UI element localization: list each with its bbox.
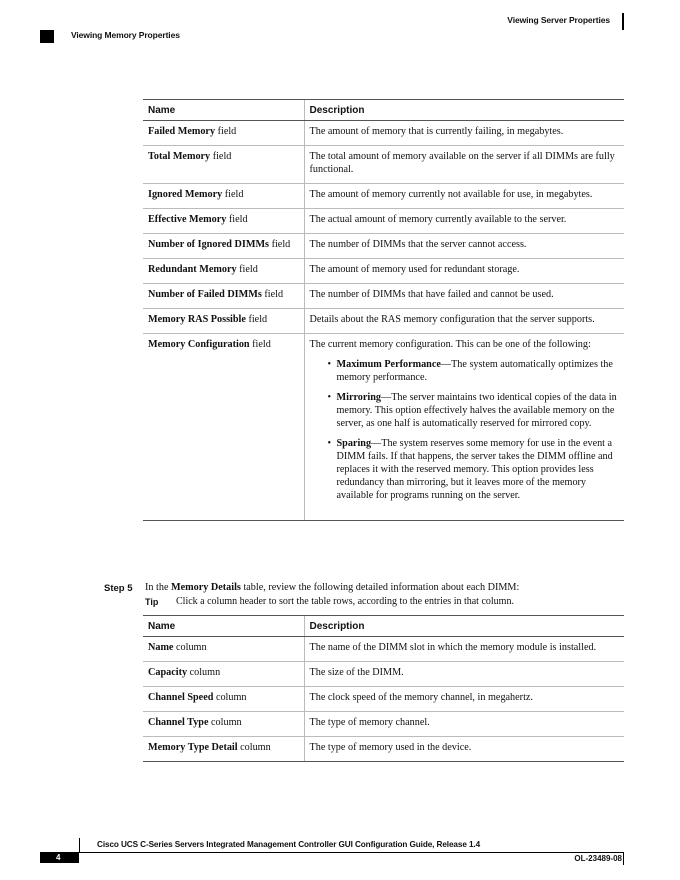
column-header-description: Description (304, 100, 624, 121)
field-name-cell (143, 209, 304, 234)
memory-details-table (143, 615, 624, 762)
table-row (143, 334, 624, 521)
field-name-cell (143, 234, 304, 259)
table-row (143, 637, 624, 662)
field-name: Memory RAS Possible (148, 314, 246, 325)
column-description: The clock speed of the memory channel, in megahertz. (304, 687, 624, 712)
column-name: Memory Type Detail (148, 742, 238, 753)
field-name-cell (143, 284, 304, 309)
column-name-cell (143, 662, 304, 687)
field-suffix: field (210, 151, 232, 162)
bullet-term: Sparing (336, 438, 372, 449)
field-suffix: field (215, 126, 237, 137)
footer-rule (79, 838, 80, 852)
column-name-cell (143, 637, 304, 662)
tip-label: Tip (145, 597, 159, 607)
field-name: Number of Failed DIMMs (148, 289, 262, 300)
field-description: The number of DIMMs that the server cannot access. (304, 234, 624, 259)
header-rule (622, 13, 624, 30)
step-text-pre: In the (145, 582, 172, 593)
field-name: Total Memory (148, 151, 211, 162)
field-suffix: field (245, 314, 268, 325)
column-description: The type of memory channel. (304, 712, 624, 737)
bullet-term: Mirroring (336, 392, 382, 403)
bullet-text: —The system reserves some memory for use in the event a DIMM fails. If that happens, the server takes the DIMM offline and replaces it with the reserved memory. This option provides less redundancy than mirroring, but it leaves more of the memory available for programs running on the server. (336, 438, 613, 501)
field-description: Details about the RAS memory configuration that the server supports. (304, 309, 624, 334)
table-row (143, 712, 624, 737)
memory-configuration-description (304, 334, 624, 521)
table-row (143, 184, 624, 209)
field-name-cell (143, 309, 304, 334)
step-text (145, 582, 519, 593)
field-name: Ignored Memory (148, 189, 223, 200)
document-number: OL-23489-08 (574, 854, 622, 863)
field-name: Memory Configuration (148, 339, 250, 350)
field-suffix: field (222, 189, 244, 200)
step-label: Step 5 (104, 583, 133, 594)
column-name: Channel Speed (148, 692, 214, 703)
bullet-text: —The system automatically optimizes the memory performance. (336, 359, 613, 383)
table-row (143, 234, 624, 259)
column-suffix: column (208, 717, 242, 728)
column-header-name: Name (143, 100, 304, 121)
table-row (143, 121, 624, 146)
column-name: Capacity (148, 667, 188, 678)
field-description: The amount of memory currently not available for use, in megabytes. (304, 184, 624, 209)
bullet-item (328, 391, 621, 430)
column-name: Channel Type (148, 717, 209, 728)
table-row (143, 284, 624, 309)
table-row (143, 309, 624, 334)
book-title: Cisco UCS C-Series Servers Integrated Management Controller GUI Configuration Guide, Release 1.4 (97, 840, 481, 849)
field-name-cell (143, 146, 304, 184)
chapter-title: Viewing Server Properties (507, 15, 610, 25)
table-row (143, 209, 624, 234)
column-description: The type of memory used in the device. (304, 737, 624, 762)
field-suffix: field (236, 264, 258, 275)
column-suffix: column (187, 667, 221, 678)
field-description: The number of DIMMs that have failed and cannot be used. (304, 284, 624, 309)
field-suffix: field (261, 289, 284, 300)
column-suffix: column (237, 742, 271, 753)
table-header-row (143, 616, 624, 637)
field-name-cell (143, 121, 304, 146)
memory-summary-table (143, 99, 624, 521)
footer-bar (40, 852, 624, 853)
table-row (143, 687, 624, 712)
table-row (143, 146, 624, 184)
field-name-cell (143, 334, 304, 521)
step-text-bold: Memory Details (171, 582, 241, 593)
table-row (143, 662, 624, 687)
column-suffix: column (173, 642, 207, 653)
section-title: Viewing Memory Properties (71, 30, 180, 40)
column-description: The name of the DIMM slot in which the memory module is installed. (304, 637, 624, 662)
bullet-item (328, 437, 621, 502)
field-description: The total amount of memory available on the server if all DIMMs are fully functional. (304, 146, 624, 184)
field-name: Redundant Memory (148, 264, 237, 275)
column-name: Name (148, 642, 174, 653)
field-description: The amount of memory used for redundant storage. (304, 259, 624, 284)
field-name: Number of Ignored DIMMs (148, 239, 270, 250)
table-header-row (143, 100, 624, 121)
column-name-cell (143, 737, 304, 762)
field-name-cell (143, 259, 304, 284)
step-text-post: table, review the following detailed information about each DIMM: (240, 582, 520, 593)
page-number: 4 (40, 852, 79, 863)
field-name-cell (143, 184, 304, 209)
column-suffix: column (213, 692, 247, 703)
column-description: The size of the DIMM. (304, 662, 624, 687)
column-name-cell (143, 712, 304, 737)
field-suffix: field (249, 339, 271, 350)
header-marker (40, 30, 54, 43)
field-name: Failed Memory (148, 126, 216, 137)
field-suffix: field (269, 239, 291, 250)
field-description: The amount of memory that is currently failing, in megabytes. (304, 121, 624, 146)
tip-text: Click a column header to sort the table rows, according to the entries in that column. (176, 596, 514, 607)
bullet-item (328, 358, 621, 384)
bullet-term: Maximum Performance (336, 359, 441, 370)
footer-right-rule (623, 852, 624, 865)
table-row (143, 737, 624, 762)
column-header-name: Name (143, 616, 304, 637)
table-row (143, 259, 624, 284)
field-suffix: field (226, 214, 248, 225)
field-description: The current memory configuration. This can be one of the following: (309, 339, 591, 350)
field-name: Effective Memory (148, 214, 227, 225)
bullet-text: —The server maintains two identical copies of the data in memory. This option effectively halves the available memory on the server, as one half is automatically reserved for mirrored copy. (336, 392, 617, 429)
field-description: The actual amount of memory currently available to the server. (304, 209, 624, 234)
column-header-description: Description (304, 616, 624, 637)
column-name-cell (143, 687, 304, 712)
